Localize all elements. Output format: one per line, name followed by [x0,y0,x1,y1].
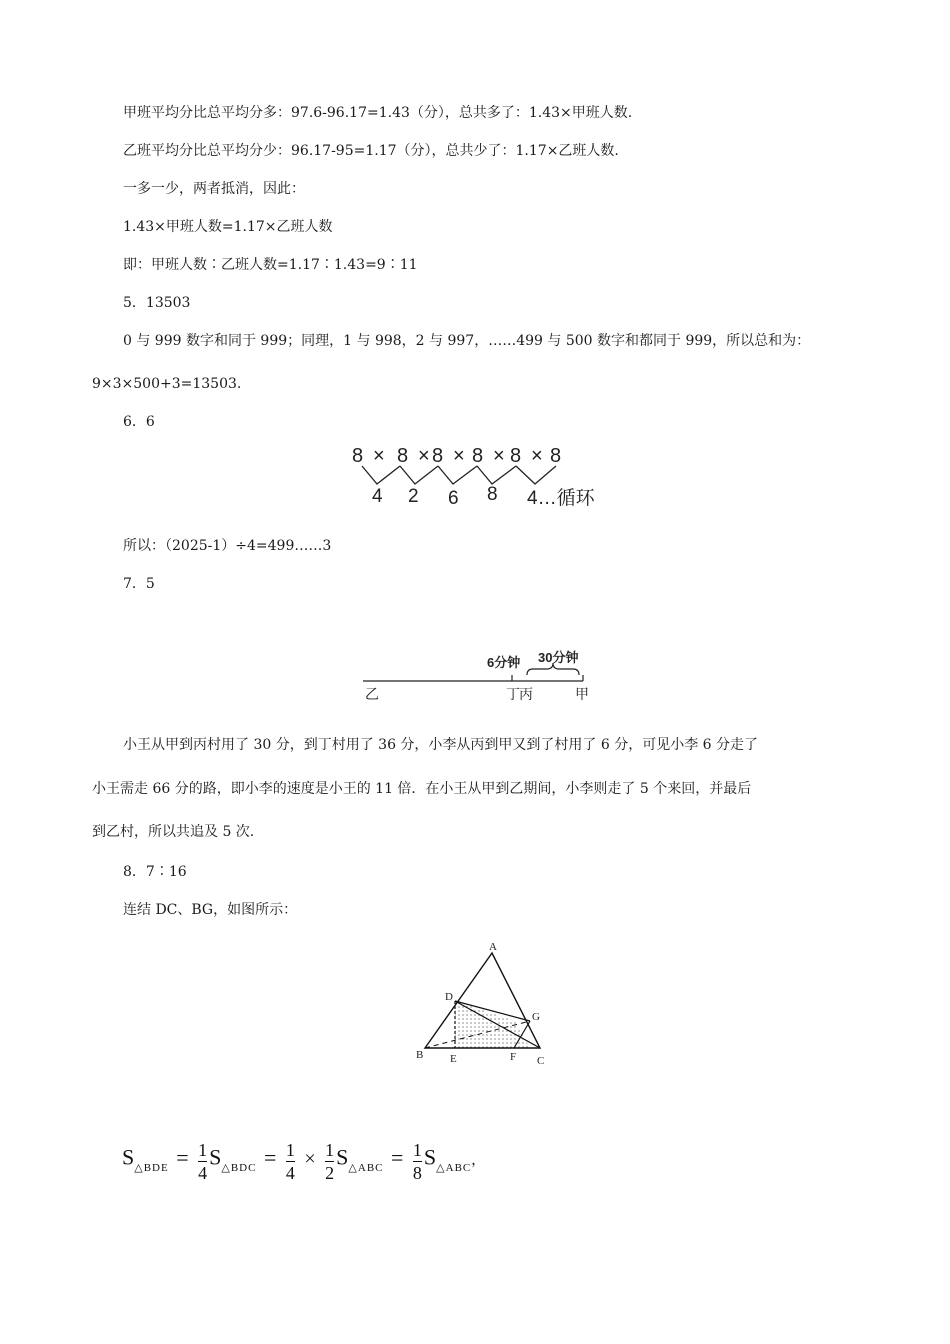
village-jia-label: 甲 [575,686,589,702]
formula-comma: ， [471,1153,486,1169]
equals-sign: = [263,1144,277,1170]
subscript-abc: △ABC [348,1161,384,1174]
village-bing-label: 丙 [519,686,533,702]
triangle-figure [410,938,560,1073]
text-line: 所以：（2025-1）÷4=499……3 [123,538,332,554]
times-sign: × [531,445,543,467]
area-symbol: S [122,1144,135,1170]
units-digit-cycle-figure [340,440,620,515]
units-digit: 4 [372,486,383,507]
answer-heading: 8．7∶16 [123,864,187,880]
subscript-bdc: △BDC [221,1161,257,1174]
product-bracket [438,466,477,484]
answer-heading: 6．6 [123,414,155,430]
equals-sign: = [176,1144,189,1170]
text-line: 连结 DC、BG，如图所示： [123,902,298,918]
text-line: 小王需走 66 分的路，即小李的速度是小王的 11 倍．在小王从甲到乙期间，小李则走了 5 个来回，并最后 [92,781,752,797]
fraction-one-quarter: $\frac{1}{4}$ [198,1140,208,1183]
answer-heading: 7．5 [123,576,155,592]
vertex-g-label: G [532,1011,540,1023]
six-minute-label: 6分钟 [487,655,521,670]
times-sign: × [493,445,505,467]
vertex-c-label: C [537,1055,545,1067]
times-sign: × [373,445,385,467]
factor-digit: 8 [510,445,522,467]
vertex-d-label: D [445,991,453,1003]
factor-digit: 8 [432,445,444,467]
village-ding-label: 丁 [506,686,520,702]
product-bracket [362,466,400,484]
text-line: 即：甲班人数∶乙班人数=1.17∶1.43=9∶11 [123,257,418,273]
product-bracket [516,466,556,484]
units-digit: 2 [408,486,419,507]
times-sign: × [453,445,465,467]
text-line: 小王从甲到丙村用了 30 分，到丁村用了 36 分，小李从丙到甲又到了村用了 6 分，可见小李 6 分走了 [123,737,759,753]
text-line: 9×3×500+3=13503. [92,376,242,392]
area-symbol: S [423,1144,437,1170]
fraction-one-half: $\frac{1}{2}$ [325,1140,335,1183]
point-f-label: F [510,1051,517,1063]
vertex-a-label: A [489,941,497,953]
product-bracket [400,466,438,484]
fraction-one-quarter: $\frac{1}{4}$ [285,1140,295,1183]
text-line: 0 与 999 数字和同于 999；同理，1 与 998，2 与 997，……499 与 500 数字和都同于 999，所以总和为： [123,333,811,349]
factor-digit: 8 [397,445,409,467]
text-line: 1.43×甲班人数=1.17×乙班人数 [123,219,333,235]
factor-digit: 8 [550,445,562,467]
times-sign: × [304,1147,316,1170]
thirty-minute-label: 30分钟 [538,650,579,665]
text-line: 一多一少，两者抵消，因此： [123,181,305,197]
factor-digit: 8 [352,445,364,467]
cycle-label: 4…循环 [527,488,595,509]
vertex-b-label: B [416,1049,424,1061]
point-e-label: E [450,1053,457,1065]
text-line: 乙班平均分比总平均分少：96.17-95=1.17（分），总共少了：1.17×乙班人数. [123,143,619,159]
factor-digit: 8 [472,445,484,467]
area-formula [122,1140,485,1183]
equals-sign: = [391,1144,404,1170]
units-digit: 8 [487,484,498,505]
village-yi-label: 乙 [365,686,379,702]
area-symbol: S [209,1144,222,1170]
text-line: 甲班平均分比总平均分多：97.6-96.17=1.43（分），总共多了：1.43×甲班人数. [123,105,633,121]
product-bracket [477,466,516,484]
units-digit: 6 [448,488,459,509]
subscript-abc: △ABC [436,1161,472,1174]
area-symbol: S [336,1144,349,1170]
fraction-one-eighth: $\frac{1}{8}$ [412,1140,422,1183]
answer-heading: 5．13503 [123,295,191,311]
route-diagram [355,645,605,705]
times-sign: × [418,445,430,467]
subscript-bde: △BDE [134,1161,169,1174]
text-line: 到乙村，所以共追及 5 次. [92,824,255,840]
